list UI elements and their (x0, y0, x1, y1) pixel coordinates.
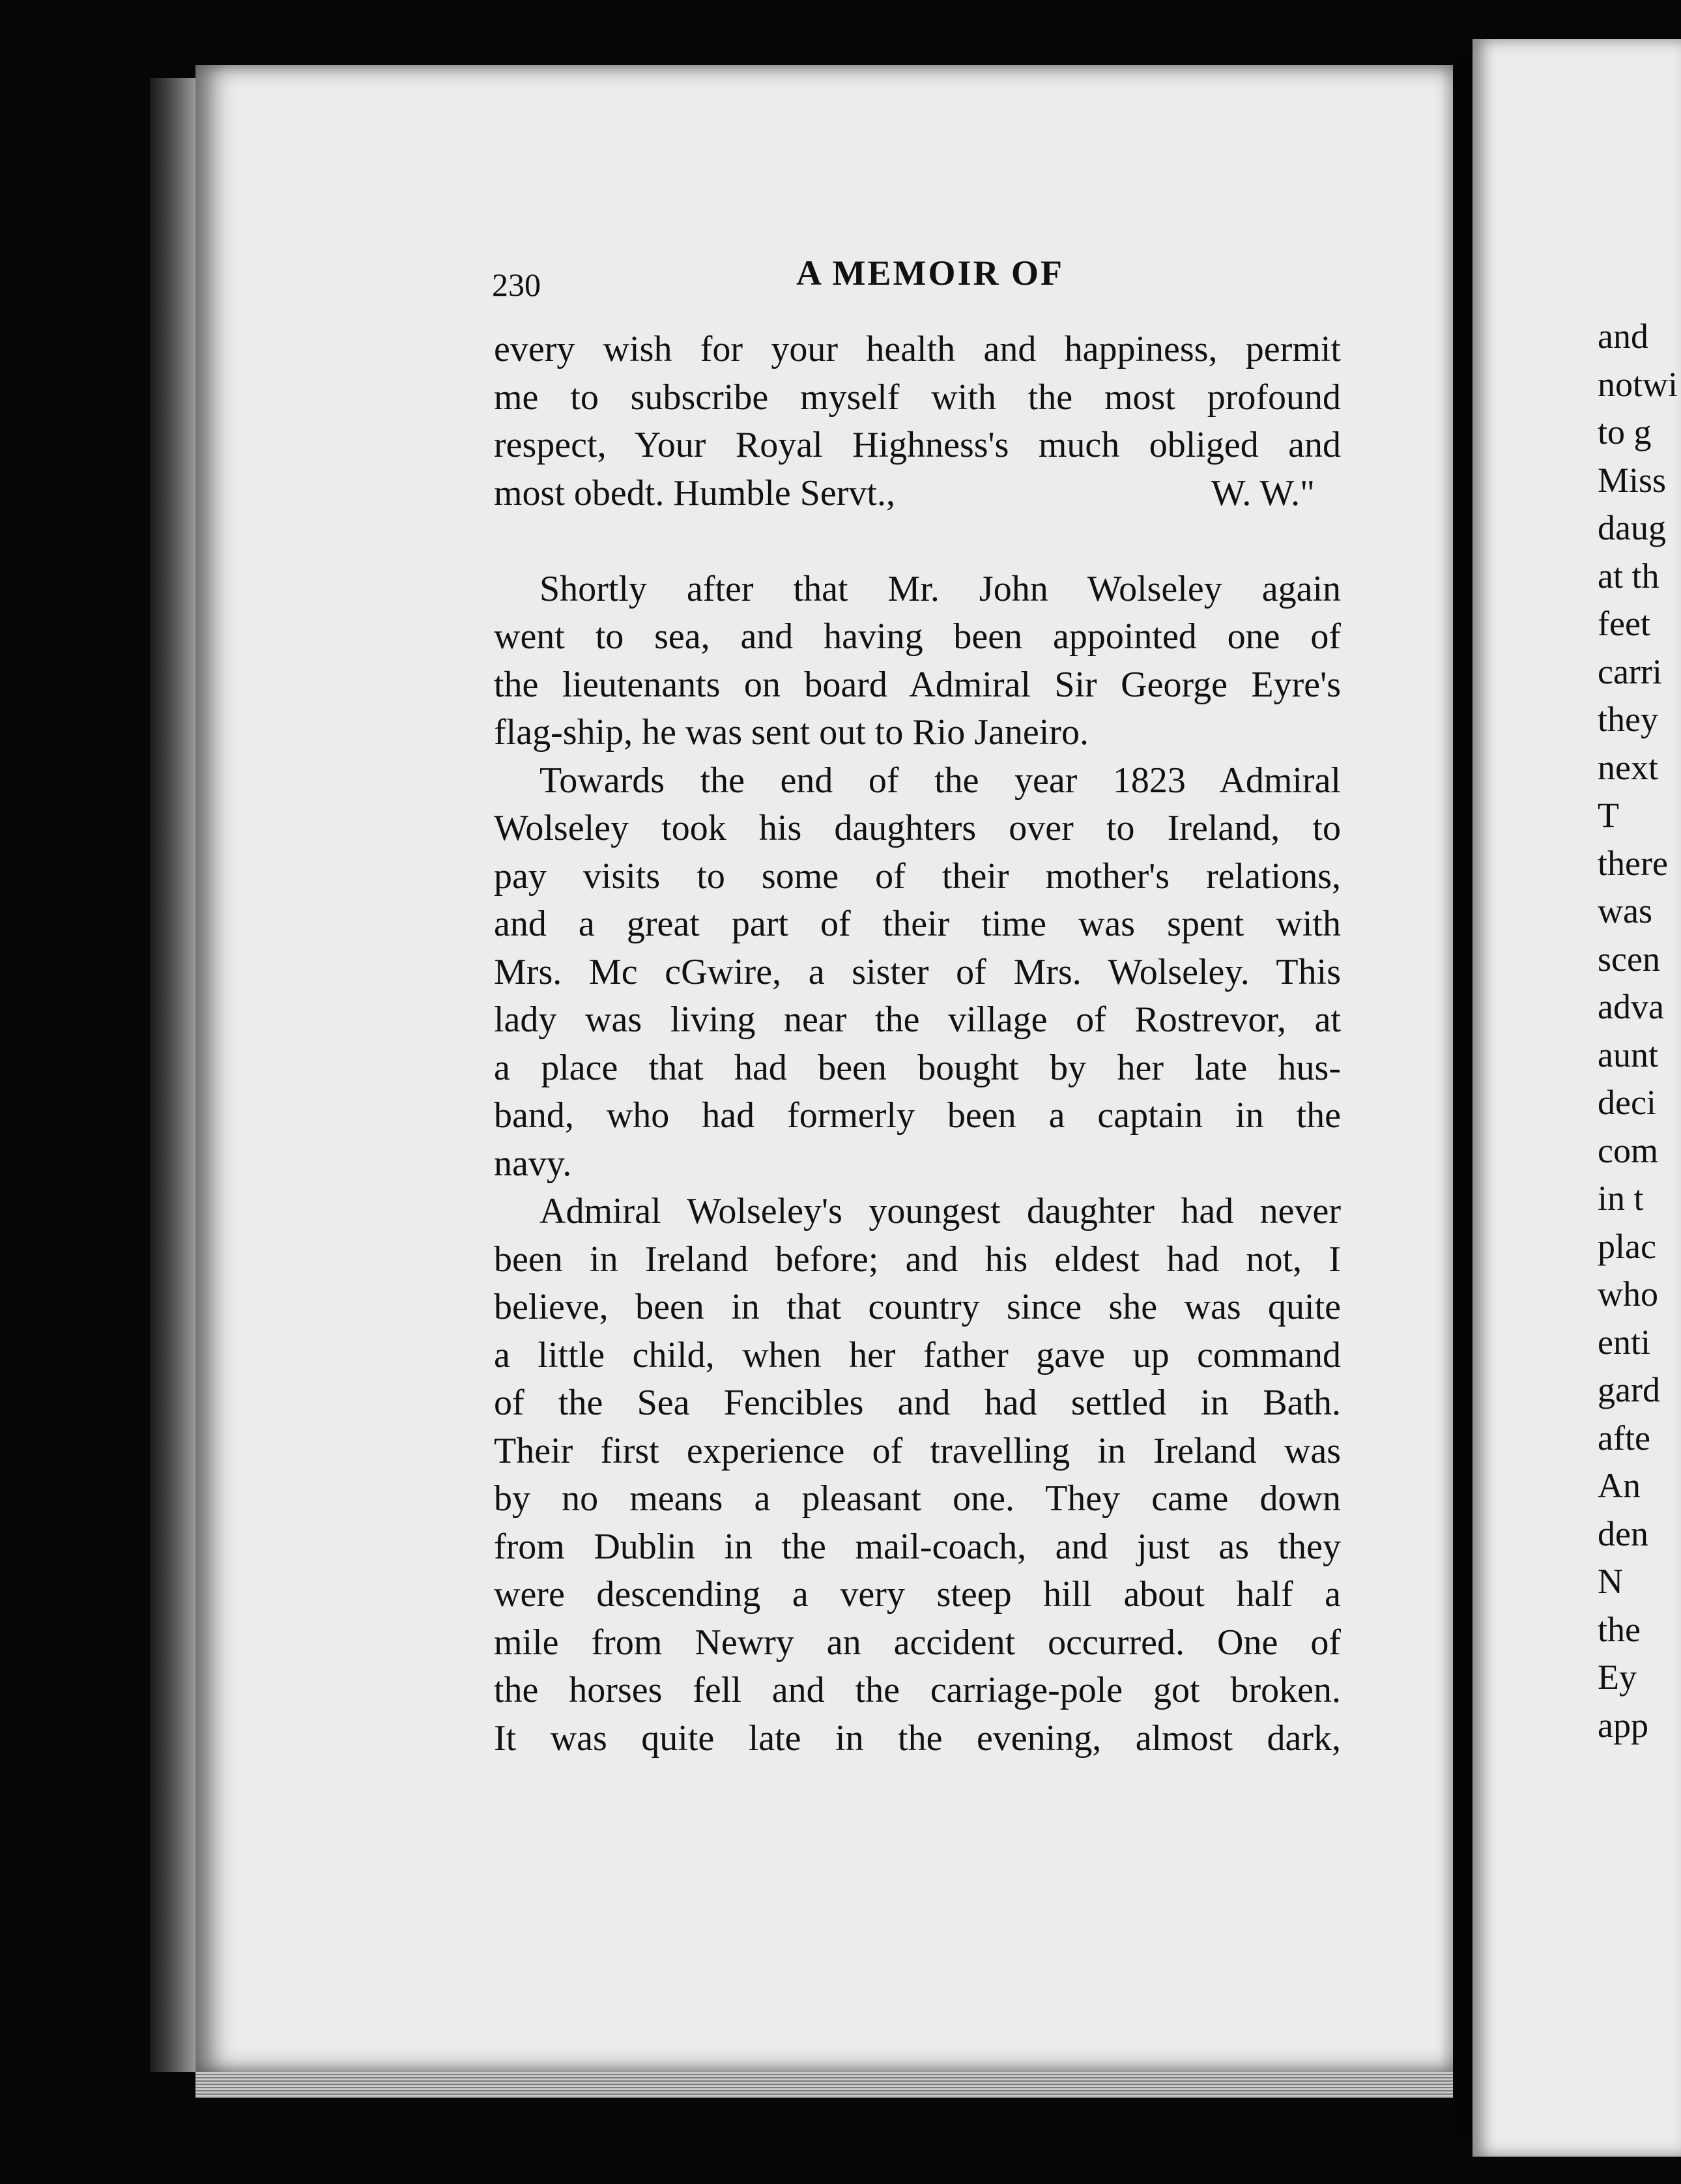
right-page-fragment: feet (1598, 604, 1650, 643)
text-line: Shortly after that Mr. John Wolseley again (539, 568, 1341, 609)
right-page-fragment: adva (1598, 987, 1664, 1026)
text-line: flag-ship, he was sent out to Rio Janeiro. (494, 712, 1089, 753)
right-page-fragment: who (1598, 1274, 1658, 1314)
page-header (492, 253, 1368, 303)
text-line: the lieutenants on board Admiral Sir George Eyre's (494, 664, 1341, 705)
text-line: and a great part of their time was spent with (494, 904, 1341, 944)
right-page-fragment: they (1598, 700, 1658, 739)
signature-initials: W. W." (1211, 472, 1315, 513)
text-line: believe, been in that country since she was quite (494, 1287, 1341, 1327)
text-line: pay visits to some of their mother's relations, (494, 855, 1341, 897)
text-line: a place that had been bought by her late hus- (494, 1047, 1341, 1088)
right-page-fragment: app (1598, 1705, 1648, 1745)
text-line: went to sea, and having been appointed one of (494, 616, 1341, 657)
closing-text: most obedt. Humble Servt., (494, 472, 895, 513)
right-page-fragment: gard (1598, 1370, 1660, 1409)
right-page-fragment: scen (1598, 939, 1660, 979)
text-line: band, who had formerly been a captain in the (494, 1095, 1341, 1136)
text-line: been in Ireland before; and his eldest had not, I (494, 1239, 1341, 1280)
right-page-fragment: den (1598, 1514, 1648, 1553)
text-line: of the Sea Fencibles and had settled in Bath. (494, 1383, 1341, 1423)
text-line: by no means a pleasant one. They came down (494, 1478, 1341, 1519)
right-page-fragment: carri (1598, 652, 1662, 691)
right-page-fragment: N (1598, 1562, 1623, 1601)
text-line: It was quite late in the evening, almost dark, (494, 1717, 1341, 1759)
right-page-fragment: notwi (1598, 364, 1678, 404)
right-page-text (1598, 313, 1681, 1749)
text-line: Their first experience of travelling in Ireland was (494, 1430, 1341, 1471)
right-page-fragment: and (1598, 317, 1648, 356)
page-bottom-edge (195, 2072, 1453, 2098)
book-gutter (1453, 52, 1473, 2137)
right-page-fragment: aunt (1598, 1035, 1658, 1074)
text-line: a little child, when her father gave up command (494, 1334, 1341, 1375)
text-line: Mrs. Mc cGwire, a sister of Mrs. Wolseley. This (494, 951, 1341, 992)
right-page-fragment: An (1598, 1466, 1641, 1505)
text-line: respect, Your Royal Highness's much obliged and (494, 425, 1341, 465)
right-page-fragment: com (1598, 1130, 1658, 1170)
running-head: A MEMOIR OF (796, 253, 1064, 293)
text-line: me to subscribe myself with the most profound (494, 377, 1341, 418)
right-page-fragment: daug (1598, 508, 1666, 547)
right-page-fragment: was (1598, 891, 1652, 930)
text-line: lady was living near the village of Rostrevor, at (494, 999, 1341, 1040)
right-page-fragment: in t (1598, 1179, 1644, 1218)
text-line: from Dublin in the mail-coach, and just as they (494, 1526, 1341, 1567)
right-page-fragment: there (1598, 843, 1668, 883)
text-line: Wolseley took his daughters over to Ireland, to (494, 808, 1341, 848)
right-page-fragment: plac (1598, 1226, 1656, 1266)
text-line: the horses fell and the carriage-pole got broken. (494, 1670, 1341, 1710)
text-line: every wish for your health and happiness, permit (494, 329, 1341, 369)
page-number: 230 (492, 266, 541, 303)
right-page-fragment: Miss (1598, 460, 1667, 500)
text-line: Admiral Wolseley's youngest daughter had never (539, 1191, 1341, 1231)
right-page-fragment: the (1598, 1609, 1641, 1649)
right-page-fragment: next (1598, 747, 1658, 787)
text-line: mile from Newry an accident occurred. One of (494, 1622, 1341, 1663)
right-page-fragment: T (1598, 796, 1619, 835)
right-page-fragment: deci (1598, 1083, 1656, 1122)
right-page-fragment: Ey (1598, 1658, 1637, 1697)
body-text (494, 326, 1341, 1762)
text-line (494, 470, 1341, 518)
right-page-fragment: at th (1598, 556, 1659, 596)
text-line: Towards the end of the year 1823 Admiral (539, 760, 1341, 801)
text-line: were descending a very steep hill about half a (494, 1574, 1341, 1615)
text-line: navy. (494, 1143, 572, 1184)
text-line (494, 517, 1341, 566)
right-page-fragment: to g (1598, 412, 1652, 452)
right-page-fragment: afte (1598, 1418, 1650, 1458)
right-page-fragment: enti (1598, 1322, 1650, 1362)
